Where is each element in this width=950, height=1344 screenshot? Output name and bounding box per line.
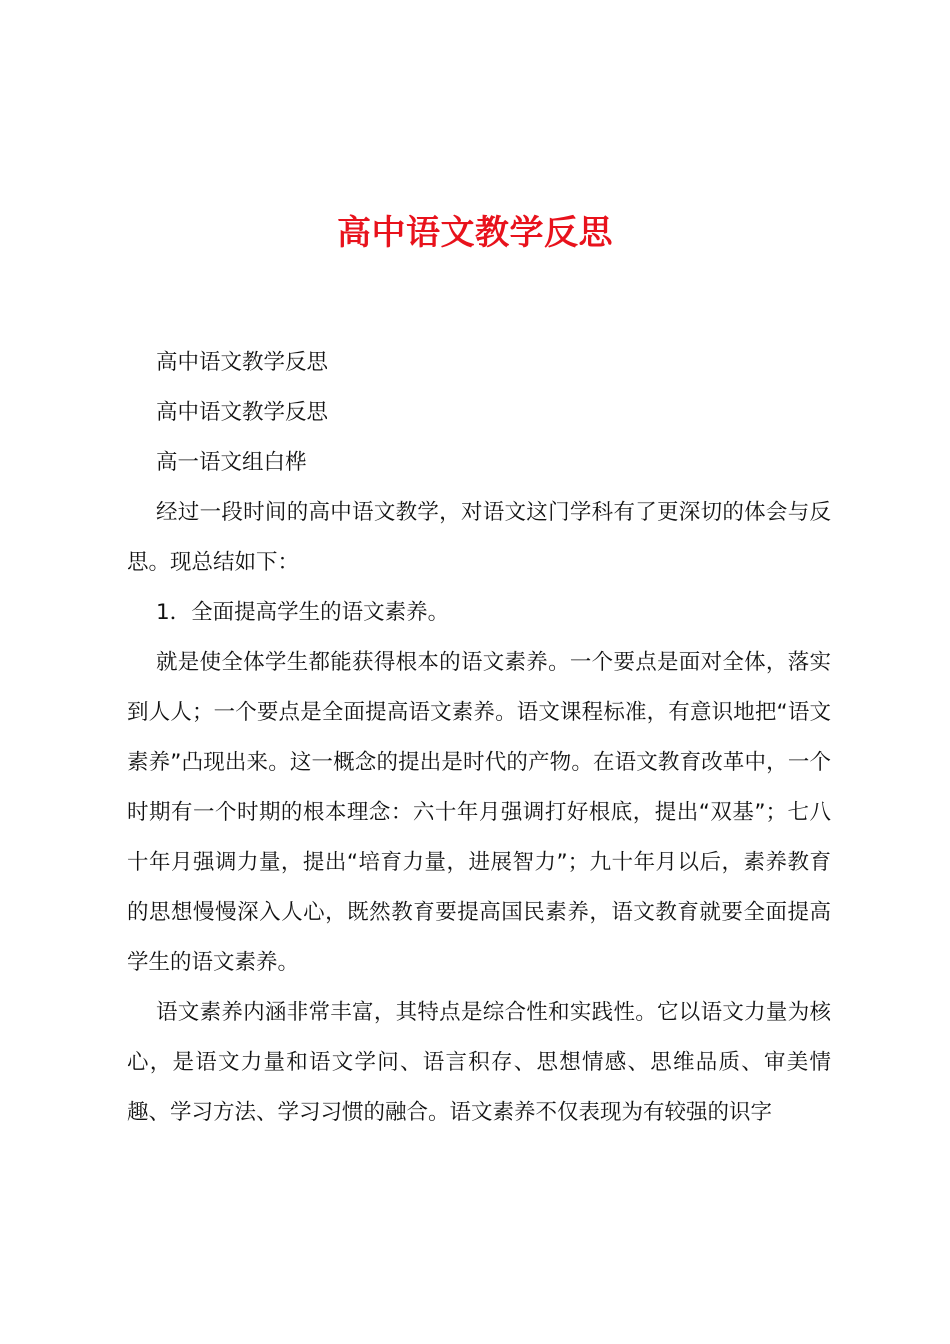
paragraph-section-1-detail: 语文素养内涵非常丰富，其特点是综合性和实践性。它以语文力量为核心，是语文力量和语文学问、语言积存、思想情感、思维品质、审美情趣、学习方法、学习习惯的融合。语文素养不仅表现为有较强的识字 <box>127 1000 831 1125</box>
paragraph-section-1-body: 就是使全体学生都能获得根本的语文素养。一个要点是面对全体，落实到人人；一个要点是全面提高语文素养。语文课程标准，有意识地把“语文素养”凸现出来。这一概念的提出是时代的产物。在语文教育改革中，一个时期有一个时期的根本理念：六十年月强调打好根底，提出“双基”；七八十年月强调力量，提出“培育力量，进展智力”；九十年月以后，素养教育的思想慢慢深入人心，既然教育要提高国民素养，语文教育就要全面提高学生的语文素养。 <box>127 650 831 975</box>
paragraph-author: 高一语文组白桦 <box>156 450 307 475</box>
paragraph-heading-2: 高中语文教学反思 <box>156 400 329 425</box>
document-title: 高中语文教学反思 <box>337 213 613 253</box>
document-body <box>127 338 831 1138</box>
paragraph-intro: 经过一段时间的高中语文教学，对语文这门学科有了更深切的体会与反思。现总结如下： <box>127 500 831 575</box>
paragraph-heading-1: 高中语文教学反思 <box>156 350 329 375</box>
paragraph-section-1-heading: 1．全面提高学生的语文素养。 <box>156 600 450 625</box>
